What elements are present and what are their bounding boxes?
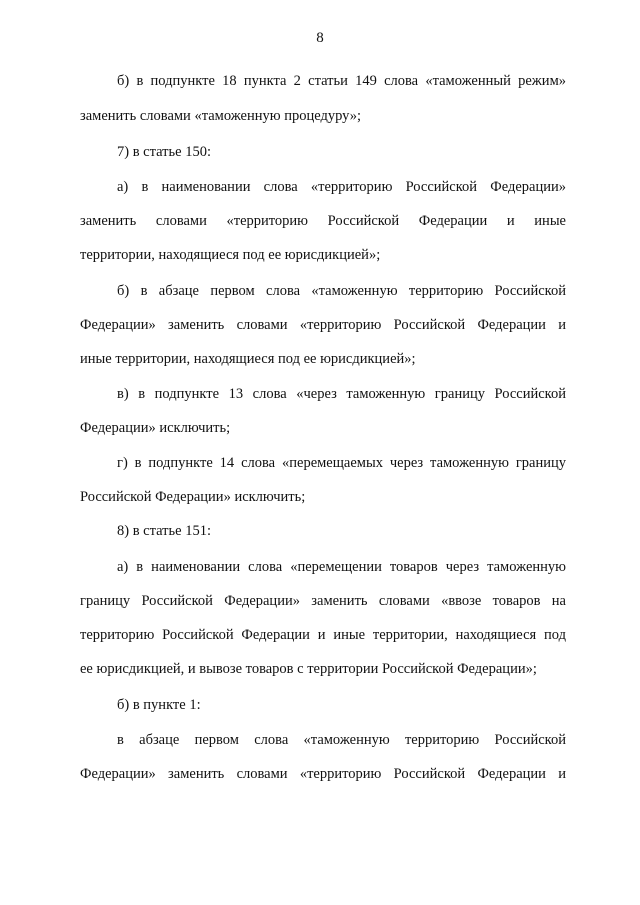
text-line: ее юрисдикцией, и вывозе товаров с территории Российской Федерации»;	[80, 661, 537, 677]
text-line: Федерации» заменить словами «территорию Российской Федерации и	[80, 317, 566, 333]
text-line: 8) в статье 151:	[117, 523, 211, 539]
text-line: а) в наименовании слова «перемещении товаров через таможенную	[117, 559, 566, 575]
text-line: заменить словами «таможенную процедуру»;	[80, 108, 362, 124]
text-line: территорию Российской Федерации и иные территории, находящиеся под	[80, 627, 566, 643]
text-line: в) в подпункте 13 слова «через таможенную границу Российской	[117, 386, 566, 402]
text-line: б) в пункте 1:	[117, 697, 201, 713]
text-line: б) в подпункте 18 пункта 2 статьи 149 слова «таможенный режим»	[117, 73, 566, 89]
text-line: б) в абзаце первом слова «таможенную территорию Российской	[117, 283, 566, 299]
page-number: 8	[316, 30, 324, 46]
text-line: Федерации» исключить;	[80, 420, 231, 436]
text-line: территории, находящиеся под ее юрисдикцией»;	[80, 247, 381, 263]
text-line: границу Российской Федерации» заменить словами «ввозе товаров на	[80, 593, 566, 609]
text-line: иные территории, находящиеся под ее юрисдикцией»;	[80, 351, 416, 367]
text-line: г) в подпункте 14 слова «перемещаемых через таможенную границу	[117, 455, 566, 471]
text-line: 7) в статье 150:	[117, 144, 211, 160]
text-line: заменить словами «территорию Российской Федерации и иные	[80, 213, 566, 229]
text-line: Федерации» заменить словами «территорию Российской Федерации и	[80, 766, 566, 782]
text-line: в абзаце первом слова «таможенную территорию Российской	[117, 732, 566, 748]
text-line: а) в наименовании слова «территорию Российской Федерации»	[117, 179, 566, 195]
text-line: Российской Федерации» исключить;	[80, 489, 306, 505]
